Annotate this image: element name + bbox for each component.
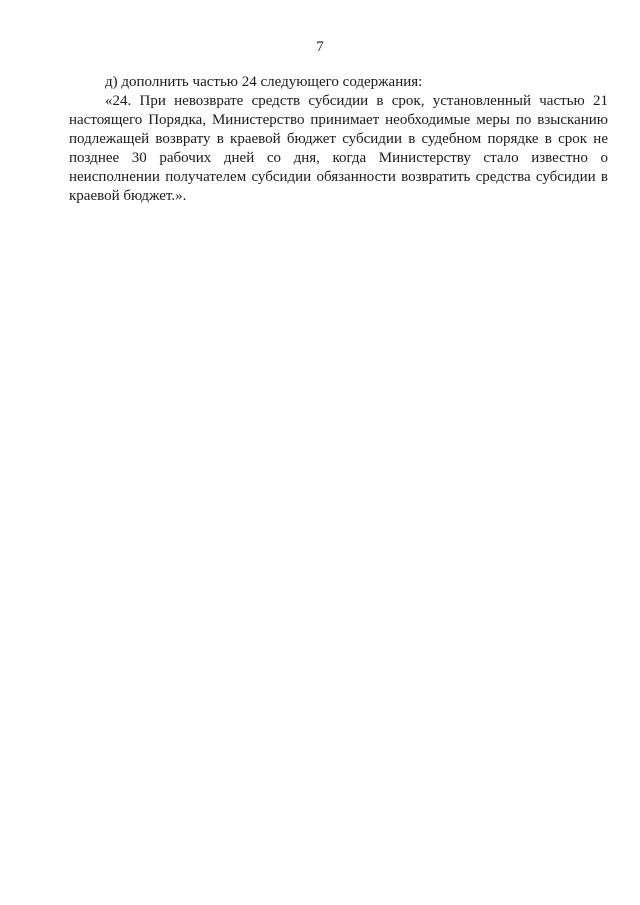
document-body	[69, 73, 608, 206]
paragraph-part-24: «24. При невозврате средств субсидии в срок, установленный частью 21 настоящего Порядка, Министерство принимает необходимые меры по взысканию подлежащей возврату в краевой бюджет субсидии в судебном порядке в срок не позднее 30 рабочих дней со дня, когда Министерству стало известно о неисполнении получателем субсидии обязанности возвратить средства субсидии в краевой бюджет.».	[69, 93, 608, 204]
paragraph-amendment-intro: д) дополнить частью 24 следующего содержания:	[105, 74, 423, 90]
page-number: 7	[316, 39, 324, 55]
